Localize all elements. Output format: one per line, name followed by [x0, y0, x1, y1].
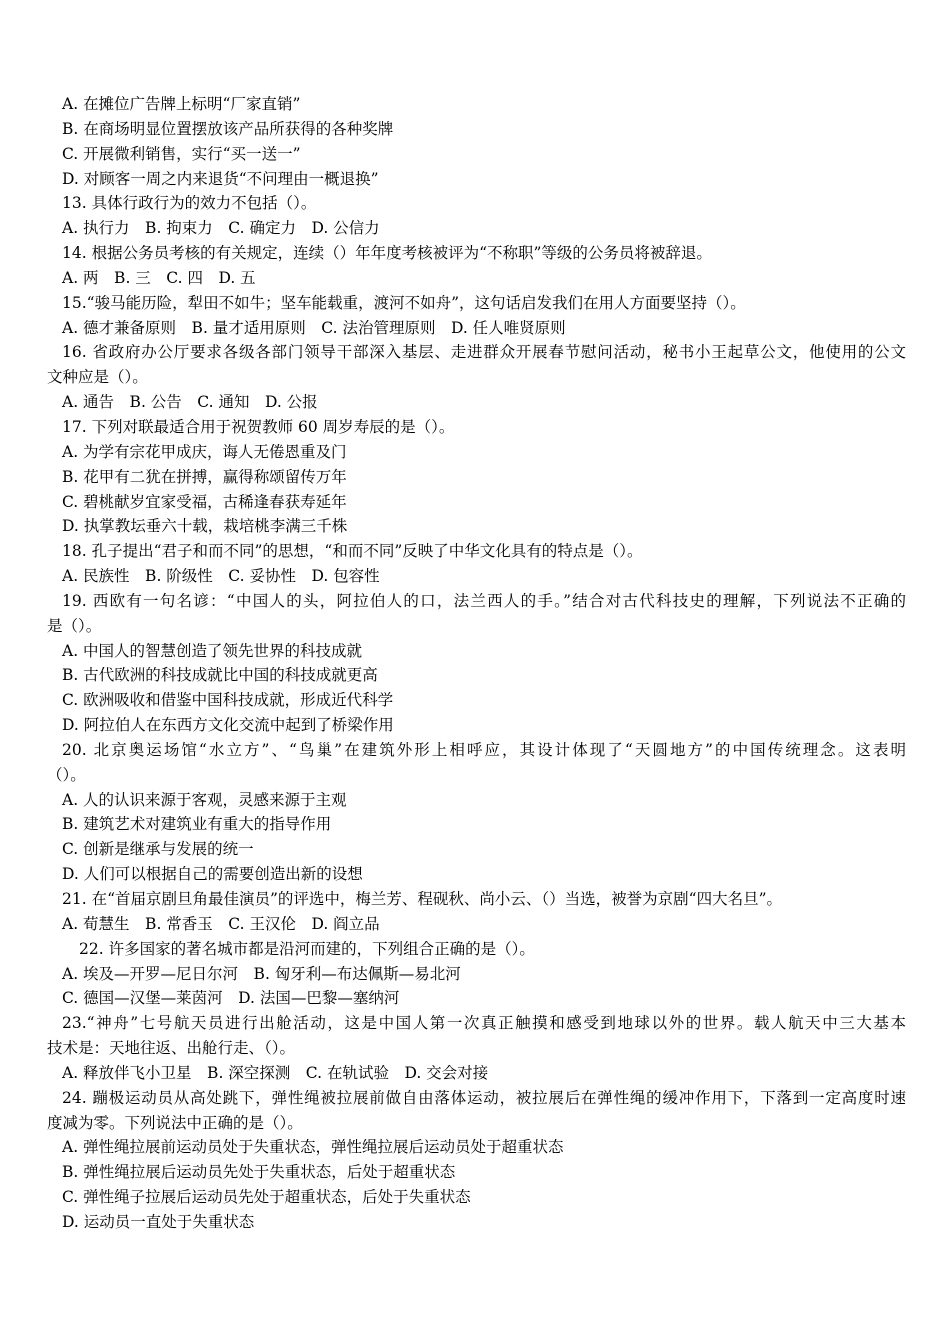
answer-option-line: A. 执行力 B. 拘束力 C. 确定力 D. 公信力 — [62, 219, 380, 238]
question-stem-line: 21. 在“首届京剧旦角最佳演员”的评选中，梅兰芳、程砚秋、尚小云、（）当选，被誉为京剧“四大名旦”。 — [62, 890, 783, 908]
answer-option-line: A. 弹性绳拉展前运动员处于失重状态，弹性绳拉展后运动员处于超重状态 — [62, 1138, 564, 1157]
question-stem-line: 17. 下列对联最适合用于祝贺教师 60 周岁寿辰的是（）。 — [62, 417, 455, 436]
answer-option-line: B. 建筑艺术对建筑业有重大的指导作用 — [62, 815, 332, 834]
answer-option-line: A. 通告 B. 公告 C. 通知 D. 公报 — [62, 393, 318, 412]
answer-option-line: D. 阿拉伯人在东西方文化交流中起到了桥梁作用 — [62, 716, 394, 735]
question-continuation-line: 度减为零。下列说法中正确的是（）。 — [47, 1113, 303, 1132]
answer-option-line: A. 民族性 B. 阶级性 C. 妥协性 D. 包容性 — [62, 567, 380, 586]
answer-option-line: A. 释放伴飞小卫星 B. 深空探测 C. 在轨试验 D. 交会对接 — [62, 1063, 489, 1082]
answer-option-line: A. 人的认识来源于客观，灵感来源于主观 — [62, 790, 347, 809]
document-page — [0, 92, 950, 1235]
question-stem-line: 24. 蹦极运动员从高处跳下，弹性绳被拉展前做自由落体运动，被拉展后在弹性绳的缓冲作用下，下落到一定高度时速 — [62, 1088, 906, 1107]
answer-option-line: A. 两 B. 三 C. 四 D. 五 — [62, 268, 256, 287]
question-continuation-line: 文种应是（）。 — [47, 368, 148, 387]
question-stem-line: 13. 具体行政行为的效力不包括（）。 — [62, 194, 317, 213]
answer-option-line: D. 运动员一直处于失重状态 — [62, 1212, 255, 1231]
answer-option-line: B. 古代欧洲的科技成就比中国的科技成就更高 — [62, 666, 378, 685]
question-continuation-line: 技术是：天地往返、出舱行走、（）。 — [47, 1039, 296, 1058]
question-stem-line: 14. 根据公务员考核的有关规定，连续（）年年度考核被评为“不称职”等级的公务员将被辞退。 — [62, 244, 712, 263]
answer-option-line: D. 对顾客一周之内来退货“不问理由一概退换” — [62, 169, 379, 188]
answer-option-line: C. 欧洲吸收和借鉴中国科技成就，形成近代科学 — [62, 691, 394, 710]
answer-option-line: B. 弹性绳拉展后运动员先处于失重状态，后处于超重状态 — [62, 1163, 456, 1182]
answer-option-line: C. 德国—汉堡—莱茵河 D. 法国—巴黎—塞纳河 — [62, 989, 400, 1008]
answer-option-line: A. 埃及—开罗—尼日尔河 B. 匈牙利—布达佩斯—易北河 — [62, 964, 461, 983]
answer-option-line: C. 弹性绳子拉展后运动员先处于超重状态，后处于失重状态 — [62, 1188, 471, 1207]
question-stem-line: 18. 孔子提出“君子和而不同”的思想，“和而不同”反映了中华文化具有的特点是（）。 — [62, 542, 643, 561]
answer-option-line: C. 开展微利销售，实行“买一送一” — [62, 144, 301, 163]
answer-option-line: C. 创新是继承与发展的统一 — [62, 840, 254, 859]
answer-option-line: A. 在摊位广告牌上标明“厂家直销” — [62, 95, 301, 113]
question-stem-line: 16. 省政府办公厅要求各级各部门领导干部深入基层、走进群众开展春节慰问活动，秘书小王起草公文，他使用的公文 — [62, 343, 906, 362]
answer-option-line: A. 荀慧生 B. 常香玉 C. 王汉伦 D. 阎立品 — [62, 914, 380, 933]
question-continuation-line: 是（）。 — [47, 616, 102, 635]
answer-option-line: D. 执掌教坛垂六十载，栽培桃李满三千株 — [62, 517, 348, 536]
question-stem-line: 15.“骏马能历险，犁田不如牛；坚车能载重，渡河不如舟”，这句话启发我们在用人方面要坚持（）。 — [62, 293, 746, 312]
answer-option-line: A. 为学有宗花甲成庆，诲人无倦恩重及门 — [62, 442, 347, 461]
answer-option-line: A. 中国人的智慧创造了领先世界的科技成就 — [62, 641, 363, 660]
question-stem-line: 19. 西欧有一句名谚：“中国人的头，阿拉伯人的口，法兰西人的手。”结合对古代科技史的理解，下列说法不正确的 — [62, 591, 906, 610]
question-stem-line: 23.“神舟”七号航天员进行出舱活动，这是中国人第一次真正触摸和感受到地球以外的世界。载人航天中三大基本 — [62, 1014, 906, 1033]
answer-option-line: B. 花甲有二犹在拼搏，赢得称颂留传万年 — [62, 467, 347, 486]
question-stem-line: 20. 北京奥运场馆“水立方”、“鸟巢”在建筑外形上相呼应，其设计体现了“天圆地方”的中国传统理念。这表明 — [62, 740, 906, 759]
question-stem-line: 22. 许多国家的著名城市都是沿河而建的，下列组合正确的是（）。 — [79, 939, 535, 958]
answer-option-line: B. 在商场明显位置摆放该产品所获得的各种奖牌 — [62, 119, 394, 138]
answer-option-line: D. 人们可以根据自己的需要创造出新的设想 — [62, 865, 363, 884]
answer-option-line: C. 碧桃献岁宜家受福，古稀逢春获寿延年 — [62, 492, 347, 511]
answer-option-line: A. 德才兼备原则 B. 量才适用原则 C. 法治管理原则 D. 任人唯贤原则 — [62, 318, 566, 337]
question-continuation-line: （）。 — [47, 765, 86, 784]
